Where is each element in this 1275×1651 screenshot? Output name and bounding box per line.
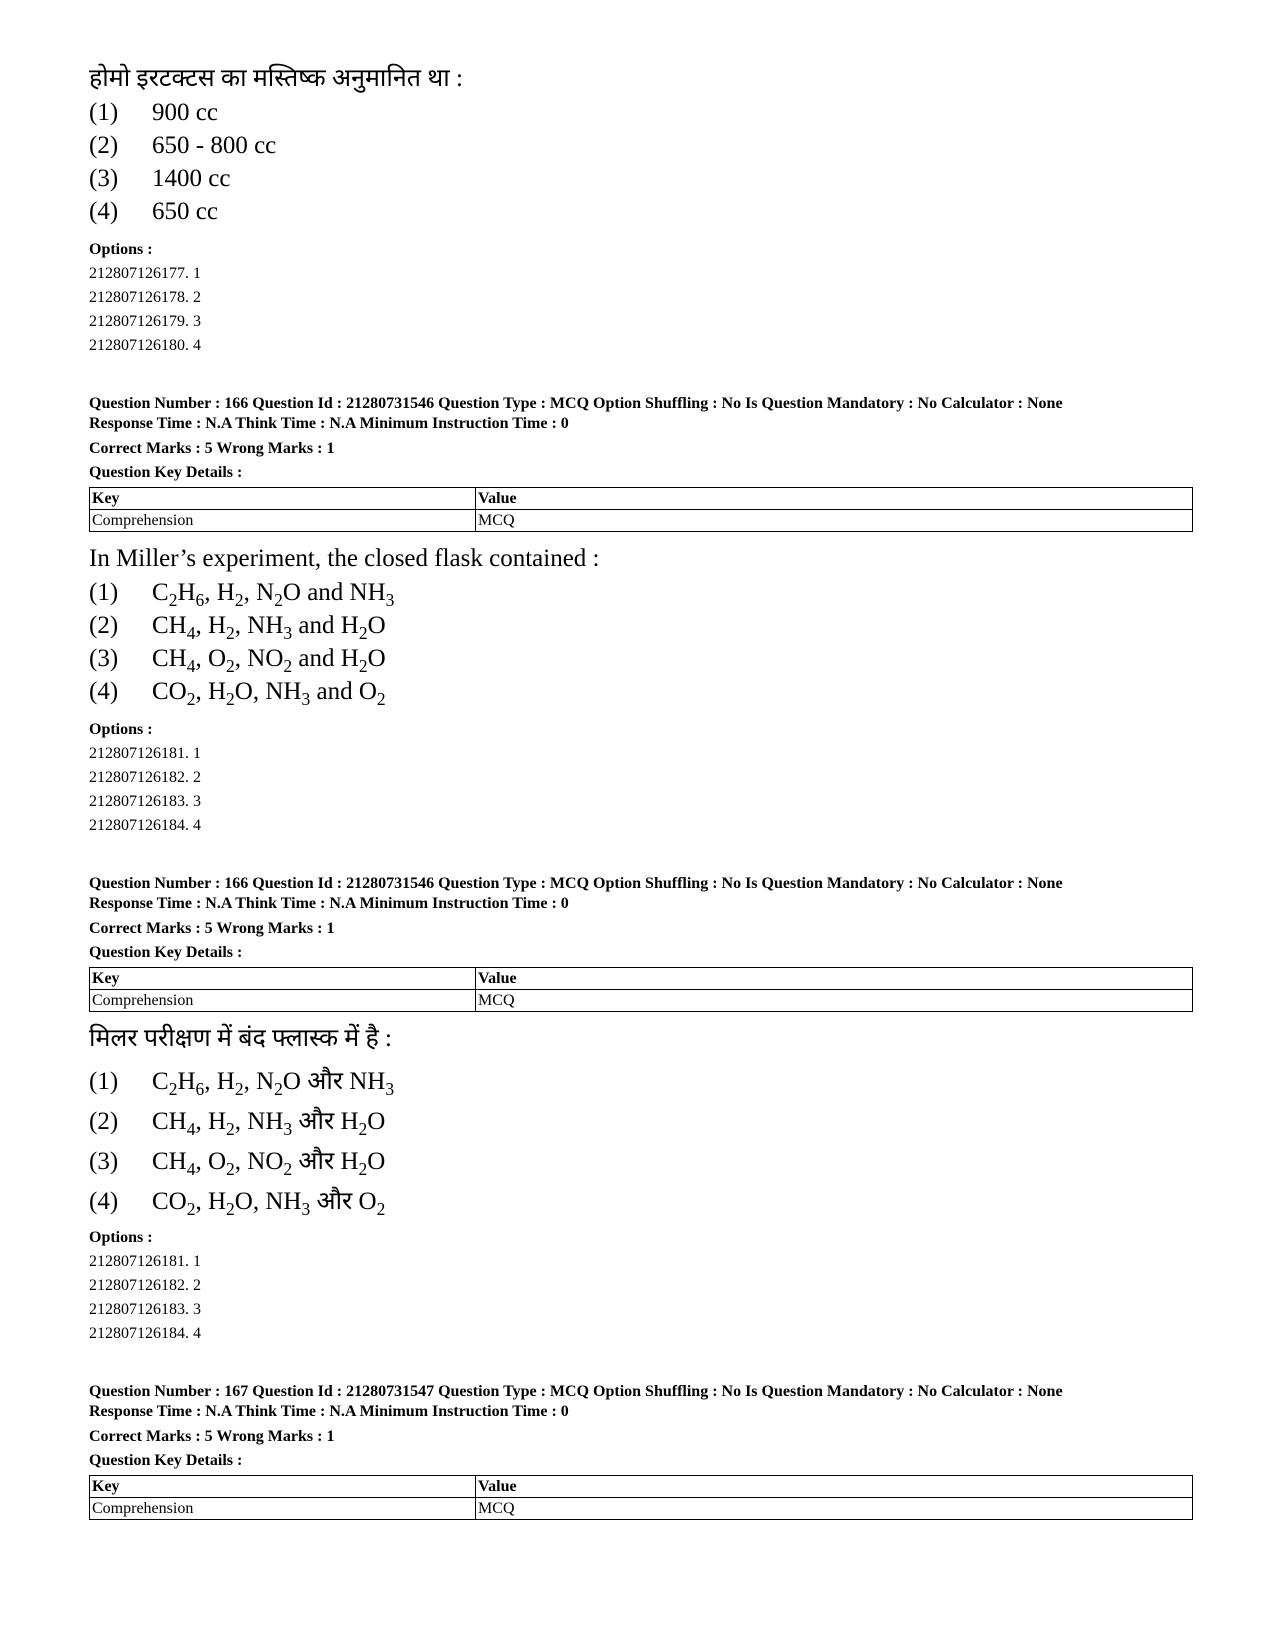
options-list <box>89 1226 1193 1346</box>
metadata-line-2: Response Time : N.A Think Time : N.A Minimum Instruction Time : 0 <box>89 895 569 912</box>
question-stem: In Miller’s experiment, the closed flask contained : <box>89 545 600 572</box>
key-details-label: Question Key Details : <box>89 464 243 481</box>
option-number: (3) <box>89 645 119 672</box>
options-list <box>89 718 1193 838</box>
conjunction: और <box>307 1068 343 1095</box>
option-formula: $C_2H_6$, $H_2$, $N_2O$ और $NH_3$ <box>152 1068 395 1100</box>
answer-option-4 <box>89 1182 1193 1222</box>
option-number: (1) <box>89 1068 119 1095</box>
options-label: Options : <box>89 721 153 738</box>
question-block-167 <box>89 1382 1193 1520</box>
option-number: (4) <box>89 678 119 705</box>
options-label: Options : <box>89 1229 153 1246</box>
option-number: (2) <box>89 132 119 159</box>
conjunction: and <box>298 645 335 672</box>
option-id: 212807126182. 2 <box>89 769 201 786</box>
option-id: 212807126182. 2 <box>89 1277 201 1294</box>
option-formula: $CH_4$, $H_2$, $NH_3$ और $H_2O$ <box>152 1108 386 1140</box>
cell-key: Comprehension <box>90 990 476 1012</box>
conjunction: and <box>307 579 344 606</box>
answer-option-3 <box>89 642 1193 675</box>
option-number: (3) <box>89 165 119 192</box>
answer-option-1 <box>89 1062 1193 1102</box>
table-row <box>90 990 1193 1012</box>
key-details-table <box>89 967 1193 1012</box>
metadata-line-2: Response Time : N.A Think Time : N.A Minimum Instruction Time : 0 <box>89 1403 569 1420</box>
conjunction: and <box>316 678 353 705</box>
option-formula: $CH_4$, $O_2$, $NO_2$ और $H_2O$ <box>152 1148 386 1180</box>
metadata-line-1: Question Number : 166 Question Id : 21280731546 Question Type : MCQ Option Shuffling : No Is Question Mandatory : No Calculator : None <box>89 875 1063 892</box>
option-number: (2) <box>89 1108 119 1135</box>
option-number: (3) <box>89 1148 119 1175</box>
option-id: 212807126178. 2 <box>89 289 201 306</box>
option-id: 212807126184. 4 <box>89 817 201 834</box>
answer-option-3 <box>89 162 1193 195</box>
metadata-line-2: Response Time : N.A Think Time : N.A Minimum Instruction Time : 0 <box>89 415 569 432</box>
cell-value: MCQ <box>476 1498 1193 1520</box>
question-block-165-hindi <box>89 62 1193 358</box>
option-formula: $CH_4$, $H_2$, $NH_3$ and $H_2O$ <box>152 612 386 644</box>
options-label: Options : <box>89 241 153 258</box>
option-id: 212807126183. 3 <box>89 1301 201 1318</box>
option-id: 212807126177. 1 <box>89 265 201 282</box>
option-id: 212807126181. 1 <box>89 745 201 762</box>
metadata-line-1: Question Number : 166 Question Id : 21280731546 Question Type : MCQ Option Shuffling : No Is Question Mandatory : No Calculator : None <box>89 395 1063 412</box>
answer-option-2 <box>89 609 1193 642</box>
question-block-166-english <box>89 394 1193 838</box>
question-metadata <box>89 874 1193 914</box>
option-formula: $C_2H_6$, $H_2$, $N_2O$ and $NH_3$ <box>152 579 395 611</box>
question-image <box>89 1022 1193 1222</box>
header-value: Value <box>476 488 1193 510</box>
conjunction: और <box>298 1108 335 1135</box>
key-details-table <box>89 487 1193 532</box>
option-text: 650 - 800 cc <box>152 132 277 159</box>
header-key: Key <box>90 488 476 510</box>
cell-key: Comprehension <box>90 1498 476 1520</box>
question-block-166-hindi <box>89 874 1193 1346</box>
cell-value: MCQ <box>476 510 1193 532</box>
marks-line: Correct Marks : 5 Wrong Marks : 1 <box>89 920 335 937</box>
question-metadata <box>89 1382 1193 1422</box>
answer-option-4 <box>89 675 1193 708</box>
table-row <box>90 1498 1193 1520</box>
key-details-label: Question Key Details : <box>89 944 243 961</box>
marks-line: Correct Marks : 5 Wrong Marks : 1 <box>89 1428 335 1445</box>
option-formula: $CO_2$, $H_2O$, $NH_3$ and $O_2$ <box>152 678 386 710</box>
table-header-row <box>90 968 1193 990</box>
option-text: 650 cc <box>152 198 218 225</box>
answer-option-2 <box>89 1102 1193 1142</box>
option-formula: $CO_2$, $H_2O$, $NH_3$ और $O_2$ <box>152 1188 386 1220</box>
cell-value: MCQ <box>476 990 1193 1012</box>
options-list <box>89 238 1193 358</box>
header-value: Value <box>476 968 1193 990</box>
header-key: Key <box>90 968 476 990</box>
conjunction: और <box>316 1188 353 1215</box>
conjunction: and <box>298 612 335 639</box>
question-metadata <box>89 394 1193 434</box>
key-details-table <box>89 1475 1193 1520</box>
header-value: Value <box>476 1476 1193 1498</box>
answer-option-4 <box>89 195 1193 228</box>
question-stem: होमो इरटक्टस का मस्तिष्क अनुमानित था : <box>89 65 463 92</box>
table-header-row <box>90 1476 1193 1498</box>
metadata-line-1: Question Number : 167 Question Id : 21280731547 Question Type : MCQ Option Shuffling : No Is Question Mandatory : No Calculator : None <box>89 1383 1063 1400</box>
cell-key: Comprehension <box>90 510 476 532</box>
question-image <box>89 62 1193 228</box>
option-id: 212807126181. 1 <box>89 1253 201 1270</box>
answer-option-3 <box>89 1142 1193 1182</box>
header-key: Key <box>90 1476 476 1498</box>
answer-option-1 <box>89 576 1193 609</box>
option-number: (2) <box>89 612 119 639</box>
document-page <box>89 62 1193 1530</box>
option-number: (4) <box>89 1188 119 1215</box>
option-number: (1) <box>89 99 119 126</box>
marks-line: Correct Marks : 5 Wrong Marks : 1 <box>89 440 335 457</box>
answer-option-2 <box>89 129 1193 162</box>
table-row <box>90 510 1193 532</box>
conjunction: और <box>298 1148 335 1175</box>
option-id: 212807126183. 3 <box>89 793 201 810</box>
option-number: (4) <box>89 198 119 225</box>
answer-option-1 <box>89 96 1193 129</box>
option-id: 212807126184. 4 <box>89 1325 201 1342</box>
question-stem: मिलर परीक्षण में बंद फ्लास्क में है : <box>89 1025 392 1052</box>
option-text: 900 cc <box>152 99 218 126</box>
option-id: 212807126180. 4 <box>89 337 201 354</box>
key-details-label: Question Key Details : <box>89 1452 243 1469</box>
option-id: 212807126179. 3 <box>89 313 201 330</box>
option-number: (1) <box>89 579 119 606</box>
table-header-row <box>90 488 1193 510</box>
option-formula: $CH_4$, $O_2$, $NO_2$ and $H_2O$ <box>152 645 386 677</box>
question-image <box>89 542 1193 708</box>
option-text: 1400 cc <box>152 165 231 192</box>
